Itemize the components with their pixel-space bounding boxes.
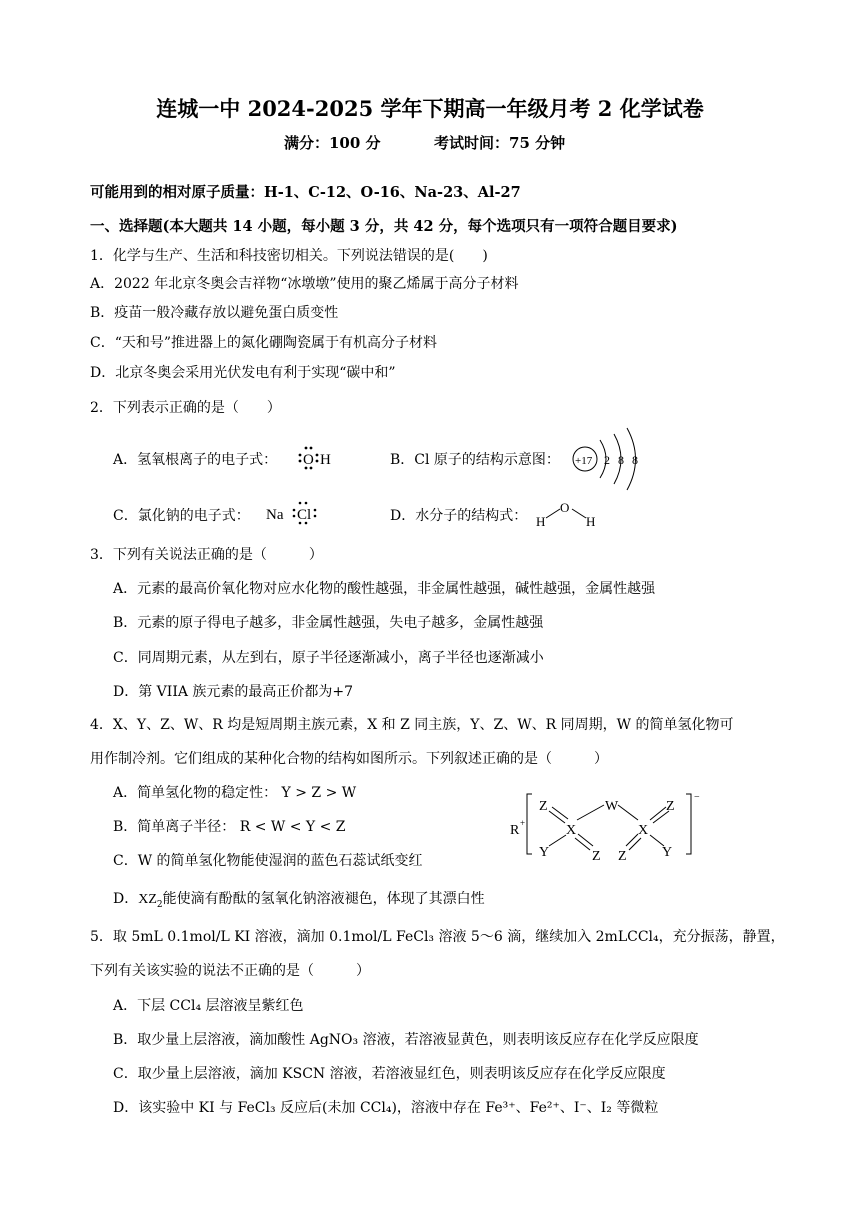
option-a: A．2022 年北京冬奥会吉祥物“冰墩墩”使用的聚乙烯属于高分子材料 bbox=[90, 276, 519, 292]
question-stem: 3．下列有关说法正确的是（ ） bbox=[90, 547, 323, 563]
r-label: R bbox=[510, 823, 520, 838]
option-b: B．疫苗一般冷藏存放以避免蛋白质变性 bbox=[90, 305, 339, 321]
compound-structure-figure bbox=[508, 790, 704, 864]
r-charge: + bbox=[520, 818, 526, 828]
hydroxide-electron-formula bbox=[296, 440, 336, 476]
atom-x-right: X bbox=[638, 823, 649, 838]
atom-z-top-left: Z bbox=[539, 799, 548, 814]
option-d bbox=[113, 890, 485, 909]
chlorine-symbol: Cl bbox=[297, 507, 312, 523]
oxygen-symbol: O bbox=[303, 452, 314, 468]
shell-3-electrons: 8 bbox=[632, 453, 638, 467]
section-heading: 一、选择题(本大题共 14 小题，每小题 3 分，共 42 分，每个选项只有一项符合题目要求) bbox=[90, 218, 678, 235]
atom-z-bottom-left: Z bbox=[592, 849, 601, 864]
option-c: C．W 的简单氢化物能使湿润的蓝色石蕊试纸变红 bbox=[113, 853, 423, 869]
full-score: 满分：100 分 bbox=[284, 134, 381, 152]
oxygen-center: O bbox=[560, 500, 570, 515]
sodium-symbol: Na bbox=[266, 507, 284, 523]
option-a: A．下层 CCl₄ 层溶液呈紫红色 bbox=[113, 998, 304, 1014]
hydrogen-left: H bbox=[536, 514, 546, 529]
atom-y-right: Y bbox=[662, 845, 673, 860]
option-d: D．北京冬奥会采用光伏发电有利于实现“碳中和” bbox=[90, 365, 396, 381]
shell-2-electrons: 8 bbox=[618, 453, 624, 467]
cl-atom-structure-diagram bbox=[570, 426, 650, 492]
option-d-prefix: D． bbox=[113, 891, 139, 907]
hydrogen-right: H bbox=[586, 514, 596, 529]
option-c: C．“天和号”推进器上的氮化硼陶瓷属于有机高分子材料 bbox=[90, 335, 438, 351]
option-d: D．该实验中 KI 与 FeCl₃ 反应后(未加 CCl₄)，溶液中存在 Fe³⁺、Fe²⁺、I⁻、I₂ 等微粒 bbox=[113, 1100, 659, 1116]
option-c: C．同周期元素，从左到右，原子半径逐渐减小，离子半径也逐渐减小 bbox=[113, 650, 544, 666]
question-stem: 1．化学与生产、生活和科技密切相关。下列说法错误的是( ) bbox=[90, 248, 488, 264]
water-structural-formula bbox=[534, 496, 600, 530]
option-d: D．水分子的结构式： bbox=[390, 508, 528, 524]
shell-1-electrons: 2 bbox=[604, 453, 610, 467]
anion-charge: − bbox=[694, 792, 700, 803]
option-a: A．简单氢化物的稳定性： Y > Z > W bbox=[113, 785, 357, 801]
xz2-formula: XZ bbox=[138, 892, 157, 907]
option-a: A．氢氧根离子的电子式： bbox=[113, 452, 278, 468]
option-b: B．取少量上层溶液，滴加酸性 AgNO₃ 溶液，若溶液显黄色，则表明该反应存在化学反应限度 bbox=[113, 1032, 699, 1048]
atomic-mass-line: 可能用到的相对原子质量：H-1、C-12、O-16、Na-23、Al-27 bbox=[90, 184, 521, 201]
question-stem-line-2: 用作制冷剂。它们组成的某种化合物的结构如图所示。下列叙述正确的是（ ） bbox=[90, 751, 608, 767]
atom-z-top-right: Z bbox=[666, 799, 675, 814]
option-a: A．元素的最高价氧化物对应水化物的酸性越强，非金属性越强，碱性越强，金属性越强 bbox=[113, 581, 656, 597]
atom-z-bottom-right: Z bbox=[618, 849, 627, 864]
option-d-text: 能使滴有酚酞的氢氧化钠溶液褪色，体现了其漂白性 bbox=[162, 891, 485, 907]
atom-x-left: X bbox=[566, 823, 577, 838]
atom-w: W bbox=[605, 799, 619, 814]
option-b: B．Cl 原子的结构示意图： bbox=[390, 452, 560, 468]
option-c: C．氯化钠的电子式： bbox=[113, 508, 250, 524]
option-b: B．元素的原子得电子越多，非金属性越强，失电子越多，金属性越强 bbox=[113, 615, 544, 631]
atom-y-left: Y bbox=[539, 845, 550, 860]
option-c: C．取少量上层溶液，滴加 KSCN 溶液，若溶液显红色，则表明该反应存在化学反应限度 bbox=[113, 1066, 666, 1082]
nucleus-charge: +17 bbox=[575, 455, 593, 467]
nacl-electron-formula bbox=[264, 495, 324, 531]
question-stem-line-1: 4．X、Y、Z、W、R 均是短周期主族元素，X 和 Z 同主族，Y、Z、W、R 同周期，W 的简单氢化物可 bbox=[90, 717, 734, 733]
option-b: B．简单离子半径： R < W < Y < Z bbox=[113, 819, 346, 835]
exam-time: 考试时间：75 分钟 bbox=[434, 134, 566, 152]
xz2-subscript: 2 bbox=[156, 899, 163, 910]
question-stem-line-2: 下列有关该实验的说法不正确的是（ ） bbox=[90, 963, 370, 979]
question-stem: 2．下列表示正确的是（ ） bbox=[90, 400, 281, 416]
exam-title: 连城一中 2024-2025 学年下期高一年级月考 2 化学试卷 bbox=[156, 96, 704, 121]
option-d: D．第 VIIA 族元素的最高正价都为+7 bbox=[113, 684, 354, 700]
hydrogen-symbol: H bbox=[320, 452, 331, 468]
question-stem-line-1: 5．取 5mL 0.1mol/L KI 溶液，滴加 0.1mol/L FeCl₃ 溶液 5～6 滴，继续加入 2mLCCl₄，充分振荡，静置， bbox=[90, 929, 785, 945]
